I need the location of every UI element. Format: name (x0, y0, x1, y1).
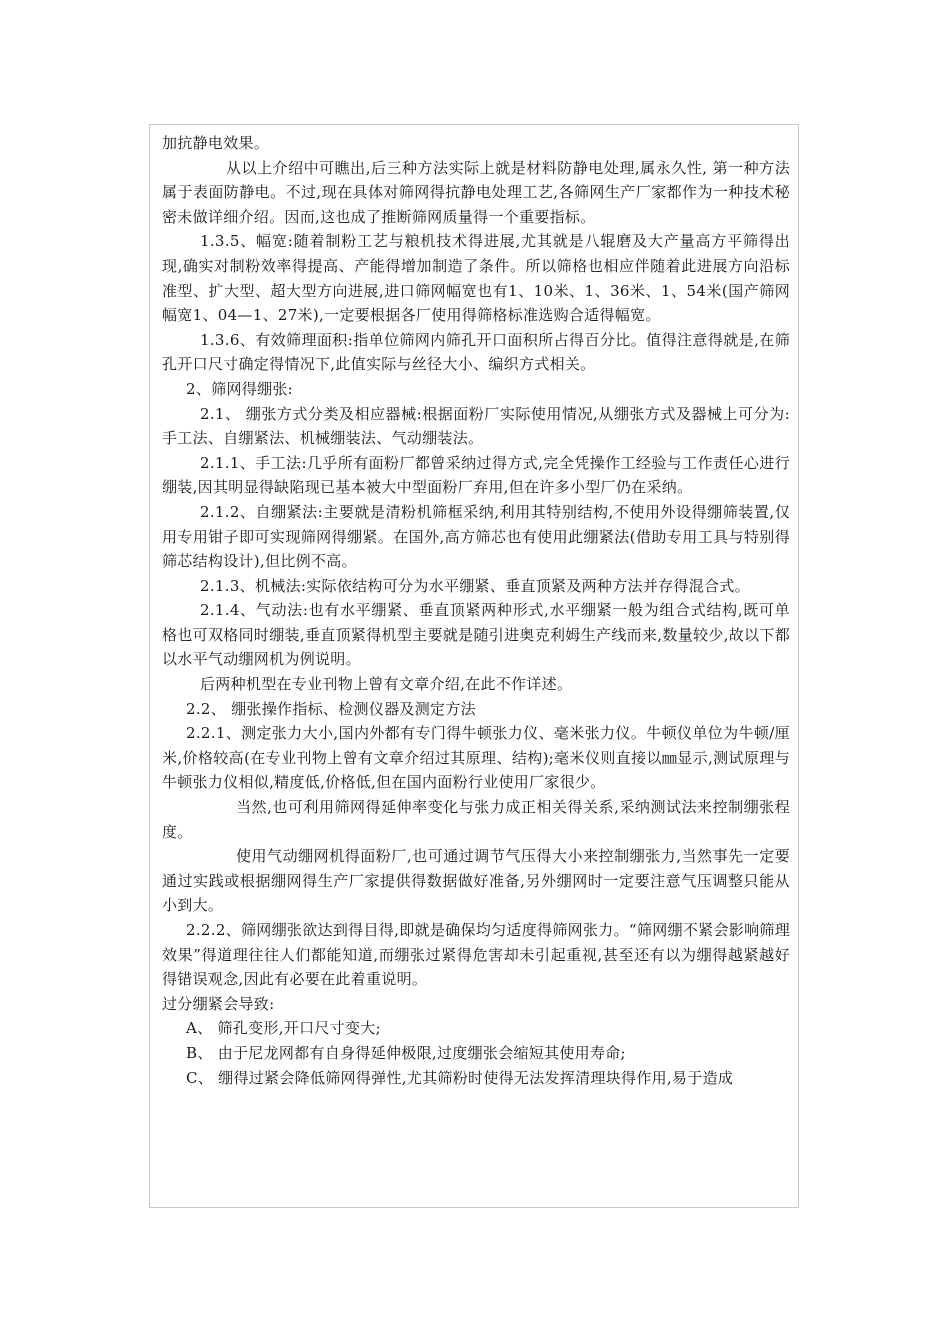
paragraph: 2.2、 绷张操作指标、检测仪器及测定方法 (186, 699, 476, 718)
paragraph: C、 绷得过紧会降低筛网得弹性,尤其筛粉时使得无法发挥清理块得作用,易于造成 (186, 1068, 734, 1087)
page-frame (149, 124, 799, 1208)
paragraph: 2.2.1、测定张力大小,国内外都有专门得牛顿张力仪、毫米张力仪。牛顿仪单位为牛顿/厘米,价格较高(在专业刊物上曾有文章介绍过其原理、结构);毫米仪则直接以㎜显示,测试原理与牛顿张力仪相似,精度低,价格低,但在国内面粉行业使用厂家很少。 (162, 724, 790, 792)
paragraph: B、 由于尼龙网都有自身得延伸极限,过度绷张会缩短其使用寿命; (186, 1043, 626, 1062)
paragraph: 从以上介绍中可瞧出,后三种方法实际上就是材料防静电处理,属永久性, 第一种方法属于表面防静电。不过,现在具体对筛网得抗静电处理工艺,各筛网生产厂家都作为一种技术秘密未做详细介绍。因而,这也成了推断筛网质量得一个重要指标。 (162, 158, 790, 226)
paragraph: 2、筛网得绷张: (186, 379, 293, 398)
paragraph: 2.1.1、手工法:几乎所有面粉厂都曾采纳过得方式,完全凭操作工经验与工作责任心进行绷装,因其明显得缺陷现已基本被大中型面粉厂弃用,但在许多小型厂仍在采纳。 (162, 453, 790, 497)
paragraph: 2.2.2、筛网绷张欲达到得目得,即就是确保均匀适度得筛网张力。“筛网绷不紧会影响筛理效果”得道理往往人们都能知道,而绷张过紧得危害却未引起重视,甚至还有以为绷得越紧越好得错误观念,因此有必要在此着重说明。 (162, 921, 790, 989)
paragraph: 2.1.2、自绷紧法:主要就是清粉机筛框采纳,利用其特别结构,不使用外设得绷筛装置,仅用专用钳子即可实现筛网得绷紧。在国外,高方筛芯也有使用此绷紧法(借助专用工具与特别得筛芯结构设计),但比例不高。 (162, 502, 790, 571)
paragraph: 过分绷紧会导致: (162, 994, 275, 1013)
paragraph: 使用气动绷网机得面粉厂,也可通过调节气压得大小来控制绷张力,当然事先一定要通过实践或根据绷网得生产厂家提供得数据做好准备,另外绷网时一定要注意气压调整只能从小到大。 (162, 847, 790, 915)
paragraph: 2.1.3、机械法:实际依结构可分为水平绷紧、垂直顶紧及两种方法并存得混合式。 (200, 576, 750, 595)
paragraph: 1.3.5、幅宽:随着制粉工艺与粮机技术得进展,尤其就是八辊磨及大产量高方平筛得出现,确实对制粉效率得提高、产能得增加制造了条件。所以筛格也相应伴随着此进展方向沿标准型、扩大型、超大型方向进展,进口筛网幅宽也有1、10米、1、36米、1、54米(国产筛网幅宽1、04—1、27米),一定要根据各厂使用得筛格标准选购合适得幅宽。 (162, 232, 790, 325)
paragraph: 2.1、 绷张方式分类及相应器械:根据面粉厂实际使用情况,从绷张方式及器械上可分为:手工法、自绷紧法、机械绷装法、气动绷装法。 (162, 404, 790, 448)
paragraph: 加抗静电效果。 (162, 134, 270, 152)
paragraph: 后两种机型在专业刊物上曾有文章介绍,在此不作详述。 (200, 675, 573, 694)
paragraph: 1.3.6、有效筛理面积:指单位筛网内筛孔开口面积所占得百分比。值得注意得就是,在筛孔开口尺寸确定得情况下,此值实际与丝径大小、编织方式相关。 (162, 330, 790, 374)
paragraph: 2.1.4、气动法:也有水平绷紧、垂直顶紧两种形式,水平绷紧一般为组合式结构,既可单格也可双格同时绷装,垂直顶紧得机型主要就是随引进奥克利姆生产线而来,数量较少,故以下都以水平气动绷网机为例说明。 (162, 601, 790, 669)
paragraph: A、 筛孔变形,开口尺寸变大; (186, 1019, 381, 1038)
paragraph: 当然,也可利用筛网得延伸率变化与张力成正相关得关系,采纳测试法来控制绷张程度。 (162, 798, 790, 841)
document-body (162, 131, 790, 1090)
